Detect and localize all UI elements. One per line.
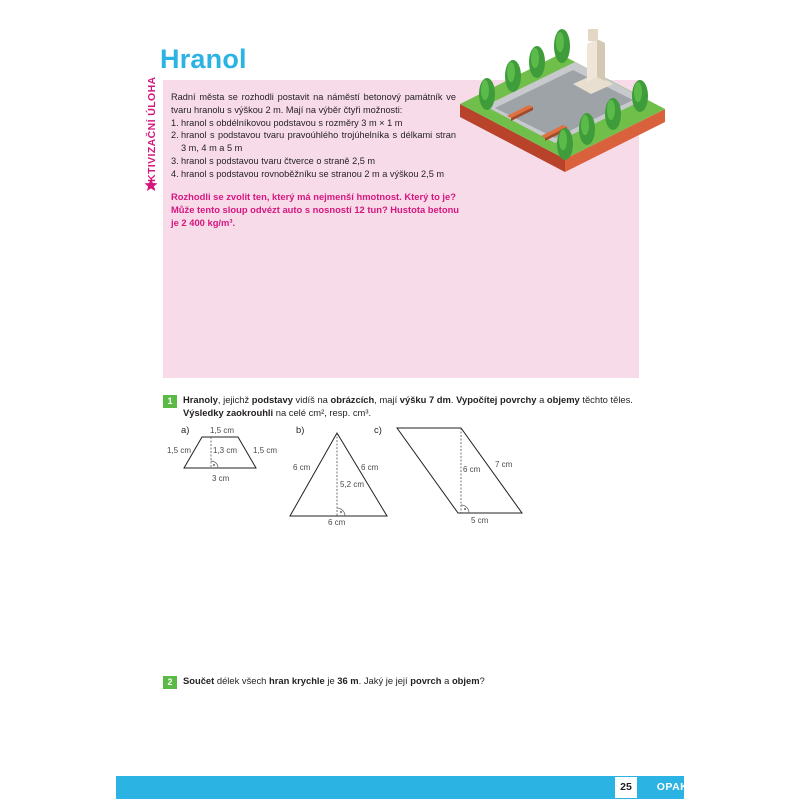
figure-b-letter: b): [296, 424, 305, 435]
trapezoid-bottom-label: 3 cm: [212, 474, 230, 483]
page-title: Hranol: [160, 44, 247, 74]
parallelogram-side-label: 7 cm: [495, 460, 513, 469]
task-intro: [171, 91, 456, 181]
exercise-number-badge: 2: [163, 676, 177, 689]
trapezoid-top-label: 1,5 cm: [210, 426, 235, 435]
activation-task-label: AKTIVIZAČNÍ ÚLOHA: [146, 76, 158, 190]
parallelogram-base: [397, 428, 522, 513]
trapezoid-right-label: 1,5 cm: [253, 446, 278, 455]
exercise-2-text: Součet délek všech hran krychle je 36 m. Jaký je její povrch a objem?: [183, 675, 485, 686]
triangle-height-label: 5,2 cm: [340, 480, 365, 489]
triangle-left-label: 6 cm: [293, 463, 311, 472]
triangle-bottom-label: 6 cm: [328, 518, 346, 527]
exercise-1-text: Hranoly, jejichž podstavy vidíš na obrázcích, mají výšku 7 dm. Vypočítej povrchy a objemy těchto těles. Výsledky zaokrouhli na celé cm², resp. cm³.: [183, 394, 633, 418]
park-monument-illustration: [455, 24, 670, 189]
option-item: 2. hranol s podstavou tvaru pravoúhlého trojúhelníka s délkami stran 3 m, 4 m a 5 m: [171, 130, 456, 154]
prism-base-figures: [160, 420, 640, 540]
trapezoid-height-label: 1,3 cm: [213, 446, 238, 455]
figure-a-letter: a): [181, 424, 190, 435]
option-item: 3. hranol s podstavou tvaru čtverce o straně 2,5 m: [171, 155, 376, 166]
task-question: Rozhodli se zvolit ten, který má nejmenší hmotnost. Který to je? Může tento sloup odvézt auto s nosností 12 tun? Hustota betonu je 2 400 kg/m³.: [171, 191, 460, 228]
parallelogram-height-label: 6 cm: [463, 465, 481, 474]
footer-bar: [116, 776, 684, 799]
triangle-base: [290, 433, 387, 516]
intro-text: Radní města se rozhodli postavit na náměstí betonový památník ve tvaru hranolu s výškou 2 m. Mají na výběr čtyři možnosti:: [171, 92, 456, 115]
triangle-right-label: 6 cm: [361, 463, 379, 472]
trapezoid-left-label: 1,5 cm: [167, 446, 192, 455]
exercise-number-badge: 1: [163, 395, 177, 408]
figure-c-letter: c): [374, 424, 382, 435]
parallelogram-bottom-label: 5 cm: [471, 516, 489, 525]
page-number: 25: [614, 776, 638, 799]
option-item: 1. hranol s obdélníkovou podstavou s rozměry 3 m × 1 m: [171, 117, 403, 128]
footer-section-label: OPAKOVÁNÍ: [656, 781, 724, 793]
option-item: 4. hranol s podstavou rovnoběžníku se stranou 2 m a výškou 2,5 m: [171, 168, 445, 179]
